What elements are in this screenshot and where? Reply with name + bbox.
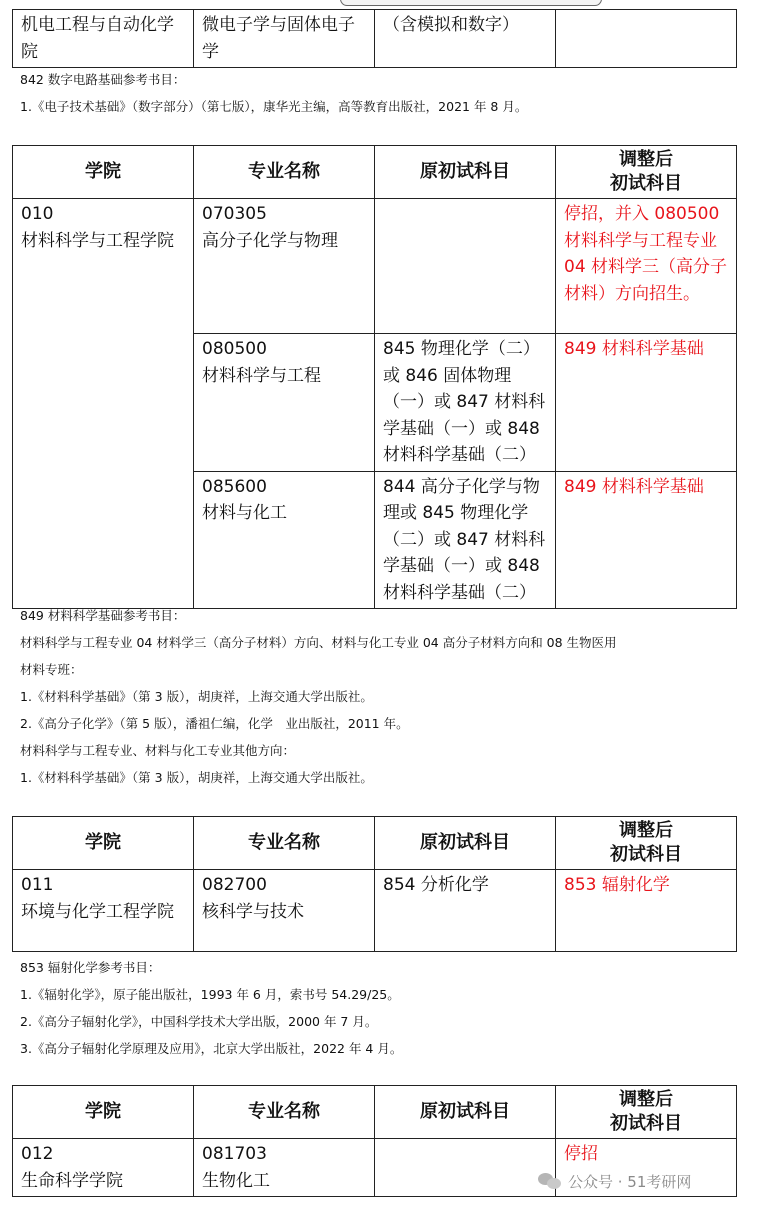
scroll-pill bbox=[340, 0, 602, 6]
major-cell bbox=[194, 471, 375, 609]
note-title: 853 辐射化学参考书目： bbox=[20, 960, 161, 975]
note-item: 1.《辐射化学》，原子能出版社，1993 年 6 月，索书号 54.29/25。 bbox=[20, 987, 400, 1002]
note-849 bbox=[20, 606, 617, 788]
note-title: 849 材料科学基础参考书目： bbox=[20, 608, 186, 623]
major-cell bbox=[194, 870, 375, 952]
major-code: 070305 bbox=[202, 204, 267, 224]
header-college: 学院 bbox=[13, 146, 194, 199]
top-scroll-edge bbox=[0, 0, 761, 6]
table-materials bbox=[12, 145, 737, 609]
watermark-text: 公众号 · 51考研网 bbox=[568, 1172, 692, 1191]
major-name: 生物化工 bbox=[202, 1170, 270, 1191]
college-code: 010 bbox=[21, 204, 54, 224]
major-code: 082700 bbox=[202, 875, 267, 895]
adjusted-subject: 849 材料科学基础 bbox=[564, 339, 704, 359]
table-row bbox=[13, 870, 737, 952]
adjusted-subject-cell bbox=[556, 870, 737, 952]
header-row bbox=[13, 146, 737, 199]
major-code: 080500 bbox=[202, 339, 267, 359]
major-code: 081703 bbox=[202, 1144, 267, 1164]
note-line: 1.《材料科学基础》（第 3 版），胡庚祥，上海交通大学出版社。 bbox=[20, 770, 373, 785]
table-environment bbox=[12, 816, 737, 952]
major-cell bbox=[194, 1139, 375, 1197]
header-original: 原初试科目 bbox=[375, 1086, 556, 1139]
major-cell bbox=[194, 10, 375, 68]
college-cell bbox=[13, 10, 194, 68]
major-cell bbox=[194, 334, 375, 472]
watermark bbox=[538, 1168, 691, 1194]
table-row bbox=[13, 10, 737, 68]
table-row bbox=[13, 199, 737, 334]
adjusted-subject-cell bbox=[556, 471, 737, 609]
table-mechatronics bbox=[12, 9, 737, 68]
header-row bbox=[13, 817, 737, 870]
original-subject-cell bbox=[375, 870, 556, 952]
original-subject-cell bbox=[375, 1139, 556, 1197]
note-line: 2.《高分子化学》（第 5 版），潘祖仁编，化学 业出版社，2011 年。 bbox=[20, 716, 409, 731]
college-cell bbox=[13, 1139, 194, 1197]
note-item: 3.《高分子辐射化学原理及应用》，北京大学出版社，2022 年 4 月。 bbox=[20, 1041, 403, 1056]
note-item: 2.《高分子辐射化学》，中国科学技术大学出版，2000 年 7 月。 bbox=[20, 1014, 378, 1029]
header-major: 专业名称 bbox=[194, 817, 375, 870]
wechat-icon bbox=[538, 1171, 562, 1191]
note-item: 1.《电子技术基础》（数字部分）（第七版），康华光主编，高等教育出版社，2021 年 8 月。 bbox=[20, 99, 528, 114]
adjusted-subject: 停招，并入 080500 材料科学与工程专业 04 材料学三（高分子材料）方向招生。 bbox=[564, 204, 728, 304]
college-name: 生命科学学院 bbox=[21, 1170, 123, 1191]
original-subject: 854 分析化学 bbox=[383, 875, 489, 895]
college-cell bbox=[13, 870, 194, 952]
college-name: 机电工程与自动化学院 bbox=[21, 15, 174, 62]
original-subject: 844 高分子化学与物理或 845 物理化学（二）或 847 材料科学基础（一）或 848 材料科学基础（二） bbox=[383, 476, 546, 603]
original-subject-cell bbox=[375, 334, 556, 472]
adjusted-subject: 停招 bbox=[564, 1144, 598, 1164]
major-code: 085600 bbox=[202, 476, 267, 497]
college-cell bbox=[13, 199, 194, 609]
college-name: 环境与化学工程学院 bbox=[21, 901, 174, 922]
note-line: 材料科学与工程专业 04 材料学三（高分子材料）方向、材料与化工专业 04 高分子材料方向和 08 生物医用 bbox=[20, 635, 617, 650]
header-original: 原初试科目 bbox=[375, 146, 556, 199]
original-subject: 845 物理化学（二）或 846 固体物理（一）或 847 材料科学基础（一）或 848 材料科学基础（二） bbox=[383, 339, 546, 465]
adjusted-subject: 853 辐射化学 bbox=[564, 875, 670, 895]
major-name: 材料与化工 bbox=[202, 503, 287, 523]
college-name: 材料科学与工程学院 bbox=[21, 230, 174, 251]
header-major: 专业名称 bbox=[194, 1086, 375, 1139]
major-name: 核科学与技术 bbox=[202, 901, 304, 922]
major-name: 高分子化学与物理 bbox=[202, 230, 338, 251]
major-cell bbox=[194, 199, 375, 334]
note-line: 1.《材料科学基础》（第 3 版），胡庚祥，上海交通大学出版社。 bbox=[20, 689, 373, 704]
note-title: 842 数字电路基础参考书目： bbox=[20, 72, 186, 87]
adjusted-subject: 849 材料科学基础 bbox=[564, 476, 704, 497]
note-853 bbox=[20, 958, 402, 1059]
major-name: 微电子学与固体电子学 bbox=[202, 15, 355, 62]
original-subject-cell bbox=[375, 10, 556, 68]
original-subject: （含模拟和数字） bbox=[383, 15, 519, 35]
note-842 bbox=[20, 70, 527, 117]
original-subject-cell bbox=[375, 199, 556, 334]
header-adjusted: 调整后 初试科目 bbox=[556, 817, 737, 870]
note-line: 材料专班： bbox=[20, 662, 83, 677]
header-major: 专业名称 bbox=[194, 146, 375, 199]
adjusted-subject-cell bbox=[556, 334, 737, 472]
college-code: 011 bbox=[21, 875, 54, 895]
major-name: 材料科学与工程 bbox=[202, 365, 321, 386]
adjusted-subject-cell bbox=[556, 10, 737, 68]
header-college: 学院 bbox=[13, 1086, 194, 1139]
adjusted-subject-cell bbox=[556, 199, 737, 334]
original-subject-cell bbox=[375, 471, 556, 609]
note-line: 材料科学与工程专业、材料与化工专业其他方向： bbox=[20, 743, 296, 758]
header-original: 原初试科目 bbox=[375, 817, 556, 870]
header-row bbox=[13, 1086, 737, 1139]
header-college: 学院 bbox=[13, 817, 194, 870]
header-adjusted: 调整后 初试科目 bbox=[556, 146, 737, 199]
header-adjusted: 调整后 初试科目 bbox=[556, 1086, 737, 1139]
college-code: 012 bbox=[21, 1144, 54, 1164]
